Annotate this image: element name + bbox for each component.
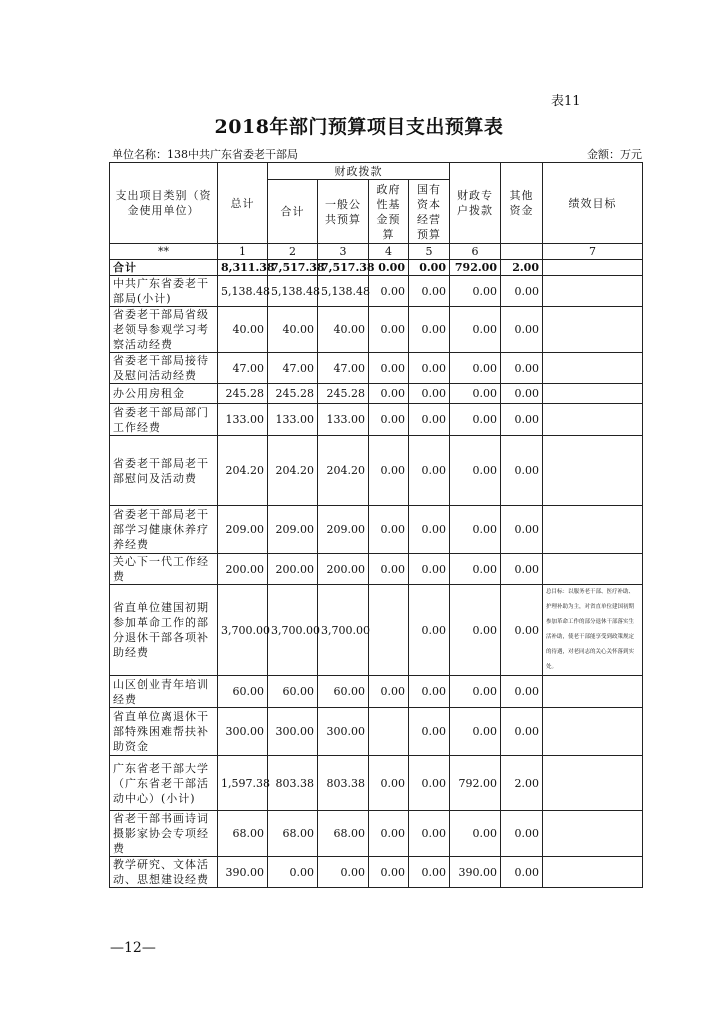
row-value: 0.00 <box>369 436 409 506</box>
row-value: 5,138.48 <box>218 276 268 307</box>
row-value: 0.00 <box>409 708 450 756</box>
row-value: 0.00 <box>450 307 501 353</box>
row-value: 0.00 <box>450 585 501 676</box>
row-value: 209.00 <box>218 506 268 554</box>
row-value: 300.00 <box>318 708 369 756</box>
unit-name: 单位名称：138中共广东省委老干部局 <box>112 148 298 161</box>
total-label: 合计 <box>110 260 218 276</box>
total-value: 0.00 <box>369 260 409 276</box>
row-goal <box>543 353 643 384</box>
row-value: 0.00 <box>409 857 450 888</box>
table-row <box>110 353 643 384</box>
row-label: 省委老干部局接待及慰问活动经费 <box>110 353 218 384</box>
row-value: 0.00 <box>450 384 501 404</box>
total-value: 7,517.38 <box>268 260 318 276</box>
row-value: 0.00 <box>369 554 409 585</box>
row-value: 0.00 <box>501 857 543 888</box>
row-value: 0.00 <box>501 811 543 857</box>
row-label: 中共广东省委老干部局(小计) <box>110 276 218 307</box>
row-value: 40.00 <box>218 307 268 353</box>
row-value: 0.00 <box>450 436 501 506</box>
row-value: 0.00 <box>409 384 450 404</box>
row-label: 省老干部书画诗词摄影家协会专项经费 <box>110 811 218 857</box>
row-value: 0.00 <box>409 554 450 585</box>
total-value: 0.00 <box>409 260 450 276</box>
row-value: 245.28 <box>318 384 369 404</box>
row-value: 803.38 <box>318 756 369 811</box>
header-fiscal-allocation: 财政拨款 <box>268 163 450 180</box>
table-row <box>110 506 643 554</box>
row-value: 47.00 <box>218 353 268 384</box>
row-goal <box>543 506 643 554</box>
index-cell: 5 <box>409 244 450 260</box>
row-value: 0.00 <box>369 404 409 436</box>
row-value: 204.20 <box>268 436 318 506</box>
row-value: 0.00 <box>369 857 409 888</box>
amount-unit: 金额：万元 <box>587 148 642 161</box>
header-performance: 绩效目标 <box>543 163 643 244</box>
row-value: 0.00 <box>409 811 450 857</box>
row-value: 0.00 <box>369 384 409 404</box>
index-cell: 1 <box>218 244 268 260</box>
row-goal <box>543 554 643 585</box>
row-value: 803.38 <box>268 756 318 811</box>
row-label: 省委老干部局部门工作经费 <box>110 404 218 436</box>
row-value: 40.00 <box>318 307 369 353</box>
header-general-public: 一般公共预算 <box>318 180 369 244</box>
row-label: 教学研究、文体活动、思想建设经费 <box>110 857 218 888</box>
row-value: 0.00 <box>409 506 450 554</box>
row-value: 0.00 <box>501 506 543 554</box>
row-goal <box>543 436 643 506</box>
row-value: 0.00 <box>501 676 543 708</box>
row-goal <box>543 276 643 307</box>
row-label: 广东省老干部大学（广东省老干部活动中心）(小计) <box>110 756 218 811</box>
row-value: 0.00 <box>501 436 543 506</box>
row-value: 0.00 <box>369 506 409 554</box>
row-value: 0.00 <box>501 404 543 436</box>
row-value: 0.00 <box>450 404 501 436</box>
table-row <box>110 676 643 708</box>
row-value: 0.00 <box>369 756 409 811</box>
unit-info-row <box>112 146 642 162</box>
row-value: 0.00 <box>409 404 450 436</box>
row-label: 省委老干部局省级老领导参观学习考察活动经费 <box>110 307 218 353</box>
table-row <box>110 307 643 353</box>
budget-table <box>109 162 643 888</box>
row-label: 省委老干部局老干部慰问及活动费 <box>110 436 218 506</box>
row-value: 0.00 <box>501 307 543 353</box>
total-value: 7,517.38 <box>318 260 369 276</box>
row-value: 0.00 <box>450 353 501 384</box>
row-value: 0.00 <box>450 811 501 857</box>
row-value: 200.00 <box>218 554 268 585</box>
row-value: 0.00 <box>369 811 409 857</box>
row-value: 209.00 <box>268 506 318 554</box>
row-value: 40.00 <box>268 307 318 353</box>
row-value: 5,138.48 <box>318 276 369 307</box>
row-label: 关心下一代工作经费 <box>110 554 218 585</box>
row-value: 60.00 <box>268 676 318 708</box>
row-value: 0.00 <box>369 676 409 708</box>
row-value: 0.00 <box>501 276 543 307</box>
row-value: 133.00 <box>218 404 268 436</box>
row-value: 300.00 <box>218 708 268 756</box>
index-cell: 2 <box>268 244 318 260</box>
row-value: 0.00 <box>318 857 369 888</box>
row-value: 60.00 <box>218 676 268 708</box>
row-value: 3,700.00 <box>318 585 369 676</box>
row-value: 3,700.00 <box>268 585 318 676</box>
row-value <box>369 585 409 676</box>
row-value: 68.00 <box>218 811 268 857</box>
row-goal <box>543 307 643 353</box>
row-value: 133.00 <box>268 404 318 436</box>
row-value: 2.00 <box>501 756 543 811</box>
header-total: 总计 <box>218 163 268 244</box>
table-row <box>110 811 643 857</box>
row-value: 0.00 <box>501 353 543 384</box>
header-subtotal: 合计 <box>268 180 318 244</box>
row-value: 68.00 <box>318 811 369 857</box>
row-value: 1,597.38 <box>218 756 268 811</box>
row-label: 省直单位离退休干部特殊困难帮扶补助资金 <box>110 708 218 756</box>
row-value: 47.00 <box>268 353 318 384</box>
row-value: 245.28 <box>268 384 318 404</box>
index-cell: ** <box>110 244 218 260</box>
table-row <box>110 756 643 811</box>
page-number: —12— <box>110 940 156 956</box>
row-value: 0.00 <box>409 676 450 708</box>
row-value: 204.20 <box>218 436 268 506</box>
row-label: 省直单位建国初期参加革命工作的部分退休干部各项补助经费 <box>110 585 218 676</box>
row-value: 792.00 <box>450 756 501 811</box>
row-value: 0.00 <box>409 436 450 506</box>
row-value: 133.00 <box>318 404 369 436</box>
row-value: 68.00 <box>268 811 318 857</box>
table-row <box>110 276 643 307</box>
row-value: 245.28 <box>218 384 268 404</box>
header-gov-fund: 政府性基金预算 <box>369 180 409 244</box>
row-value: 390.00 <box>218 857 268 888</box>
row-value: 47.00 <box>318 353 369 384</box>
row-value: 200.00 <box>318 554 369 585</box>
row-value: 0.00 <box>369 307 409 353</box>
page-title: 2018年部门预算项目支出预算表 <box>214 116 504 138</box>
row-value: 204.20 <box>318 436 369 506</box>
table-row <box>110 436 643 506</box>
row-value: 0.00 <box>450 276 501 307</box>
index-row <box>110 244 643 260</box>
row-label: 办公用房租金 <box>110 384 218 404</box>
index-cell: 4 <box>369 244 409 260</box>
header-state-capital: 国有资本经营预算 <box>409 180 450 244</box>
index-cell: 3 <box>318 244 369 260</box>
row-value: 200.00 <box>268 554 318 585</box>
row-value: 0.00 <box>409 276 450 307</box>
row-value: 5,138.48 <box>268 276 318 307</box>
row-goal <box>543 384 643 404</box>
row-label: 省委老干部局老干部学习健康休养疗养经费 <box>110 506 218 554</box>
row-value: 0.00 <box>268 857 318 888</box>
index-cell: 7 <box>543 244 643 260</box>
row-value: 3,700.00 <box>218 585 268 676</box>
total-value: 792.00 <box>450 260 501 276</box>
table-row <box>110 404 643 436</box>
row-value: 0.00 <box>409 307 450 353</box>
index-cell <box>501 244 543 260</box>
row-value: 390.00 <box>450 857 501 888</box>
table-number: 表11 <box>551 94 581 109</box>
row-goal <box>543 676 643 708</box>
header-other-fund: 其他资金 <box>501 163 543 244</box>
row-value: 300.00 <box>268 708 318 756</box>
row-value: 0.00 <box>409 756 450 811</box>
row-value: 0.00 <box>501 585 543 676</box>
row-value: 0.00 <box>501 554 543 585</box>
row-goal: 总目标：以服务老干部、医疗补助、护理补助为主，对省直单位建国初期参加革命工作的部分退休干部落实生活补助，使老干部能享受到政策规定的待遇，对老同志的关心关怀落到实处。 <box>543 585 643 676</box>
row-goal <box>543 857 643 888</box>
table-row <box>110 554 643 585</box>
total-value: 8,311.38 <box>218 260 268 276</box>
total-row <box>110 260 643 276</box>
row-value: 0.00 <box>501 384 543 404</box>
row-value: 0.00 <box>409 353 450 384</box>
row-value: 0.00 <box>409 585 450 676</box>
row-goal <box>543 708 643 756</box>
index-cell: 6 <box>450 244 501 260</box>
row-goal <box>543 404 643 436</box>
table-row <box>110 585 643 676</box>
total-goal <box>543 260 643 276</box>
table-row <box>110 857 643 888</box>
row-value <box>369 708 409 756</box>
header-category: 支出项目类别（资金使用单位） <box>110 163 218 244</box>
row-value: 209.00 <box>318 506 369 554</box>
row-value: 0.00 <box>450 708 501 756</box>
row-label: 山区创业青年培训经费 <box>110 676 218 708</box>
row-value: 0.00 <box>450 554 501 585</box>
row-value: 0.00 <box>369 276 409 307</box>
row-value: 60.00 <box>318 676 369 708</box>
header-special-fund: 财政专户拨款 <box>450 163 501 244</box>
row-value: 0.00 <box>369 353 409 384</box>
row-value: 0.00 <box>501 708 543 756</box>
table-row <box>110 384 643 404</box>
row-value: 0.00 <box>450 506 501 554</box>
row-goal <box>543 756 643 811</box>
row-goal <box>543 811 643 857</box>
table-row <box>110 708 643 756</box>
row-value: 0.00 <box>450 676 501 708</box>
total-value: 2.00 <box>501 260 543 276</box>
